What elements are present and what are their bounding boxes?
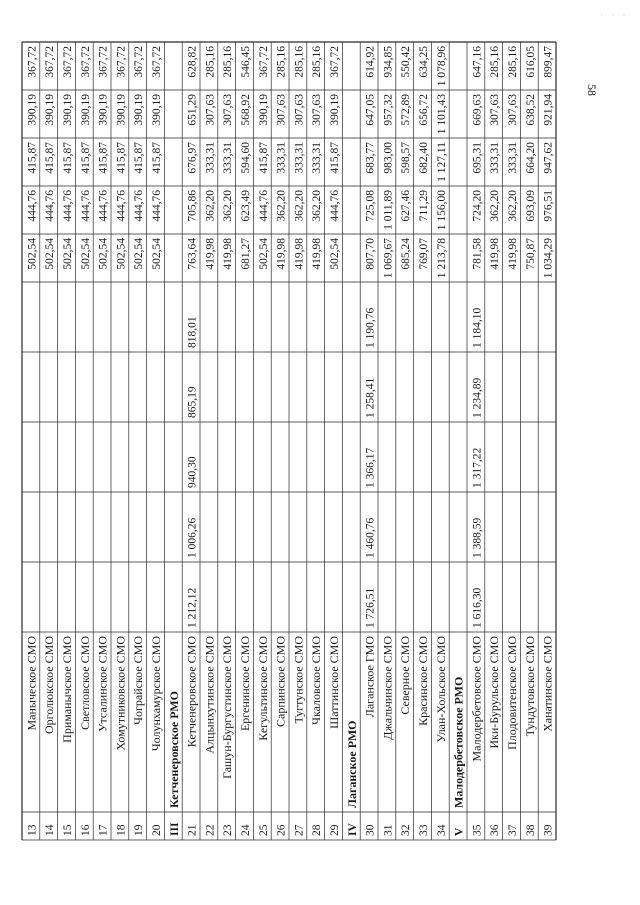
municipality-name: Красинское СМО [416, 636, 430, 726]
municipality-name: Орголюкское СМО [42, 636, 57, 734]
municipality-name: Шаттинское СМО [327, 636, 341, 729]
cell-value: 502,54 [44, 238, 57, 270]
scan-noise: · · · [600, 10, 629, 20]
cell-value: 818,01 [186, 316, 199, 348]
row-number: 30 [364, 824, 377, 836]
cell-value: 502,54 [329, 238, 341, 270]
cell-value: 367,72 [62, 46, 74, 78]
cell-value: 502,54 [26, 238, 39, 270]
cell-value: 362,20 [293, 190, 306, 222]
cell-value: 362,20 [507, 190, 519, 222]
cell-value: 367,72 [44, 46, 57, 78]
cell-value: 1 317,22 [471, 447, 484, 488]
cell-value: 807,70 [364, 238, 377, 270]
cell-value: 367,72 [133, 46, 146, 78]
cell-value: 676,97 [186, 142, 199, 174]
cell-value: 1 156,00 [435, 190, 448, 231]
cell-value: 419,98 [311, 238, 324, 270]
cell-value: 415,87 [44, 142, 57, 174]
municipality-name: Кегультинское СМО [255, 636, 270, 741]
municipality-name: Ики-Бурульское СМО [487, 636, 502, 749]
cell-value: 333,31 [311, 142, 324, 174]
municipality-name: Кетченеровское СМО [184, 636, 199, 748]
cell-value: 390,19 [151, 94, 163, 126]
cell-value: 623,49 [240, 190, 252, 222]
cell-value: 1 101,43 [435, 94, 448, 135]
cell-value: 1 213,78 [435, 238, 448, 279]
municipality-name: Северное СМО [398, 636, 413, 715]
cell-value: 390,19 [79, 94, 92, 126]
cell-value: 781,58 [471, 238, 484, 270]
cell-value: 307,63 [222, 94, 235, 126]
cell-value: 899,47 [542, 46, 555, 78]
cell-value: 1 388,59 [471, 517, 484, 558]
cell-value: 415,87 [26, 142, 39, 174]
cell-value: 921,94 [542, 94, 555, 126]
row-number: 35 [471, 824, 484, 836]
cell-value: 333,31 [293, 142, 306, 174]
cell-value: 638,52 [524, 94, 537, 126]
row-number: 24 [240, 824, 252, 836]
cell-value: 940,30 [186, 456, 199, 488]
page-number: 58 [585, 84, 599, 96]
cell-value: 1 460,76 [364, 517, 377, 558]
row-number: 25 [257, 824, 270, 836]
cell-value: 362,20 [222, 190, 235, 222]
cell-value: 390,19 [26, 94, 39, 126]
row-number: 19 [133, 824, 146, 836]
cell-value: 444,76 [115, 190, 128, 222]
cell-value: 685,24 [400, 238, 413, 270]
row-number: 18 [115, 824, 128, 836]
cell-value: 390,19 [62, 94, 74, 126]
cell-value: 333,31 [222, 142, 235, 174]
cell-value: 1 726,51 [364, 587, 377, 628]
cell-value: 502,54 [62, 238, 74, 270]
cell-value: 333,31 [507, 142, 519, 174]
cell-value: 865,19 [186, 386, 199, 418]
row-number: 16 [79, 824, 92, 836]
municipality-name: Утсалинское СМО [95, 636, 110, 732]
cell-value: 415,87 [62, 142, 74, 174]
cell-value: 307,63 [311, 94, 324, 126]
row-number: 39 [542, 824, 555, 836]
cell-value: 362,20 [204, 190, 217, 222]
cell-value: 285,16 [204, 46, 217, 78]
cell-value: 976,51 [542, 190, 555, 222]
cell-value: 651,29 [186, 94, 199, 126]
cell-value: 1 127,11 [435, 142, 448, 182]
municipality-name: Улан-Хольское СМО [433, 636, 448, 743]
cell-value: 444,76 [329, 190, 341, 222]
cell-value: 594,60 [240, 142, 252, 174]
cell-value: 444,76 [44, 190, 57, 222]
cell-value: 444,76 [151, 190, 163, 222]
cell-value: 415,87 [329, 142, 341, 174]
cell-value: 367,72 [26, 46, 39, 78]
row-number: 15 [62, 824, 74, 836]
cell-value: 546,45 [240, 46, 252, 78]
cell-value: 656,72 [418, 94, 430, 126]
cell-value: 572,89 [400, 94, 413, 126]
cell-value: 502,54 [151, 238, 163, 270]
municipality-name: Светловское СМО [77, 636, 92, 730]
cell-value: 415,87 [115, 142, 128, 174]
cell-value: 1 078,96 [435, 46, 448, 87]
cell-value: 307,63 [507, 94, 519, 126]
municipality-name: Сарпинское СМО [273, 636, 288, 727]
cell-value: 568,92 [240, 94, 252, 126]
cell-value: 1 034,29 [542, 238, 555, 279]
row-number: 33 [418, 824, 430, 836]
cell-value: 769,07 [418, 238, 430, 270]
cell-value: 1 011,89 [382, 190, 395, 230]
cell-value: 390,19 [257, 94, 270, 126]
cell-value: 614,92 [364, 46, 377, 78]
cell-value: 682,40 [418, 142, 430, 174]
municipality-name: Чкаловское СМО [309, 636, 324, 725]
cell-value: 367,72 [79, 46, 92, 78]
cell-value: 285,16 [275, 46, 288, 78]
cell-value: 285,16 [507, 46, 519, 78]
cell-value: 444,76 [26, 190, 39, 222]
cell-value: 307,63 [204, 94, 217, 126]
cell-value: 750,87 [524, 238, 537, 270]
row-number: 17 [97, 824, 110, 836]
cell-value: 307,63 [489, 94, 502, 126]
municipality-name: Ханатинское СМО [540, 636, 555, 732]
cell-value: 634,25 [418, 46, 430, 78]
cell-value: 362,20 [489, 190, 502, 222]
cell-value: 390,19 [133, 94, 146, 126]
cell-value: 367,72 [97, 46, 110, 78]
cell-value: 444,76 [133, 190, 146, 222]
cell-value: 1 184,10 [471, 307, 484, 348]
cell-value: 664,20 [524, 142, 537, 174]
municipality-name: Тундутовское СМО [522, 636, 537, 737]
cell-value: 502,54 [115, 238, 128, 270]
cell-value: 502,54 [97, 238, 110, 270]
cell-value: 705,86 [186, 190, 199, 222]
municipality-name: Гашун-Бургустинское СМО [220, 636, 235, 779]
cell-value: 415,87 [79, 142, 92, 174]
cell-value: 285,16 [222, 46, 235, 78]
cell-value: 307,63 [275, 94, 288, 126]
row-number: 20 [151, 824, 163, 836]
row-number: 26 [275, 824, 288, 836]
row-number: 27 [293, 824, 306, 836]
cell-value: 724,20 [471, 190, 484, 222]
row-number: 34 [435, 824, 448, 836]
cell-value: 444,76 [97, 190, 110, 222]
municipality-name: Лаганское РМО [344, 720, 359, 808]
row-number: 36 [489, 824, 502, 836]
municipality-name: Кетченеровское РМО [166, 691, 181, 808]
cell-value: 419,98 [293, 238, 306, 270]
cell-value: 1 069,67 [382, 238, 395, 279]
cell-value: 444,76 [62, 190, 74, 222]
cell-value: 333,31 [204, 142, 217, 174]
municipality-name: Джальчинское СМО [380, 636, 395, 740]
cell-value: 1 006,26 [186, 517, 199, 558]
cell-value: 419,98 [275, 238, 288, 270]
cell-value: 367,72 [115, 46, 128, 78]
cell-value: 502,54 [133, 238, 146, 270]
cell-value: 1 366,17 [364, 447, 377, 488]
cell-value: 628,82 [186, 46, 199, 78]
cell-value: 683,77 [364, 142, 377, 174]
cell-value: 307,63 [293, 94, 306, 126]
municipality-name: Маныческое СМО [24, 636, 39, 731]
cell-value: 934,85 [382, 46, 395, 78]
row-number: 21 [186, 824, 199, 836]
row-number: 23 [222, 824, 235, 836]
cell-value: 333,31 [275, 142, 288, 174]
cell-value: 647,05 [364, 94, 377, 126]
municipality-name: Тугтунское СМО [291, 636, 306, 724]
cell-value: 957,32 [382, 94, 395, 126]
cell-value: 415,87 [151, 142, 163, 174]
cell-value: 1 616,30 [471, 587, 484, 628]
row-number: III [168, 822, 181, 836]
cell-value: 502,54 [257, 238, 270, 270]
row-number: 32 [400, 824, 413, 836]
row-number: 22 [204, 824, 217, 836]
cell-value: 419,98 [507, 238, 519, 270]
municipality-name: Чолунхамурское СМО [149, 636, 163, 752]
cell-value: 285,16 [293, 46, 306, 78]
row-number: V [453, 827, 466, 836]
municipality-name: Чограйское СМО [131, 636, 146, 725]
row-number: 14 [44, 824, 57, 836]
cell-value: 647,16 [471, 46, 484, 78]
cell-value: 947,62 [542, 142, 555, 174]
cell-value: 669,63 [471, 94, 484, 126]
cell-value: 419,98 [489, 238, 502, 270]
rotated-table-area [20, 40, 555, 840]
cell-value: 419,98 [222, 238, 235, 270]
cell-value: 763,64 [186, 238, 199, 270]
municipality-name: Алцынхутинское СМО [202, 636, 217, 754]
row-number: 28 [311, 824, 324, 836]
cell-value: 419,98 [204, 238, 217, 270]
municipality-name: Малодербетовское РМО [451, 676, 466, 808]
cell-value: 1 190,76 [364, 307, 377, 348]
cell-value: 390,19 [329, 94, 341, 126]
row-number: 31 [382, 824, 395, 836]
cell-value: 285,16 [311, 46, 324, 78]
cell-value: 983,00 [382, 142, 395, 174]
cell-value: 444,76 [79, 190, 92, 222]
row-number: 29 [329, 824, 341, 836]
row-number: IV [346, 823, 359, 836]
cell-value: 681,27 [240, 238, 252, 270]
municipality-name: Малодербетовское СМО [469, 636, 484, 762]
cell-value: 502,54 [79, 238, 92, 270]
cell-value: 390,19 [44, 94, 57, 126]
cell-value: 627,46 [400, 190, 413, 222]
cell-value: 390,19 [97, 94, 110, 126]
cell-value: 333,31 [489, 142, 502, 174]
cell-value: 362,20 [311, 190, 324, 222]
municipality-name: Хомутниковское СМО [113, 636, 128, 751]
cell-value: 695,31 [471, 142, 484, 174]
cell-value: 725,08 [364, 190, 377, 222]
cell-value: 285,16 [489, 46, 502, 78]
municipality-name: Лаганское ГМО [362, 636, 377, 718]
cell-value: 1 258,41 [364, 377, 377, 418]
cell-value: 367,72 [329, 46, 341, 78]
cell-value: 362,20 [275, 190, 288, 222]
cell-value: 390,19 [115, 94, 128, 126]
row-number: 37 [507, 824, 519, 836]
row-number: 38 [524, 824, 537, 836]
municipality-name: Плодовитенское СМО [505, 636, 519, 750]
cell-value: 1 212,12 [186, 587, 199, 628]
cell-value: 367,72 [151, 46, 163, 78]
cell-value: 550,42 [400, 46, 413, 78]
cell-value: 415,87 [133, 142, 146, 174]
municipality-name: Приманычское СМО [60, 636, 74, 743]
cell-value: 711,29 [418, 190, 430, 222]
cell-value: 1 234,89 [471, 377, 484, 418]
cell-value: 415,87 [257, 142, 270, 174]
cell-value: 444,76 [257, 190, 270, 222]
cell-value: 415,87 [97, 142, 110, 174]
cell-value: 693,09 [524, 190, 537, 222]
data-table [20, 40, 555, 840]
cell-value: 367,72 [257, 46, 270, 78]
cell-value: 616,05 [524, 46, 537, 78]
cell-value: 598,57 [400, 142, 413, 174]
municipality-name: Ергенинское СМО [238, 636, 252, 732]
row-number: 13 [26, 824, 39, 836]
